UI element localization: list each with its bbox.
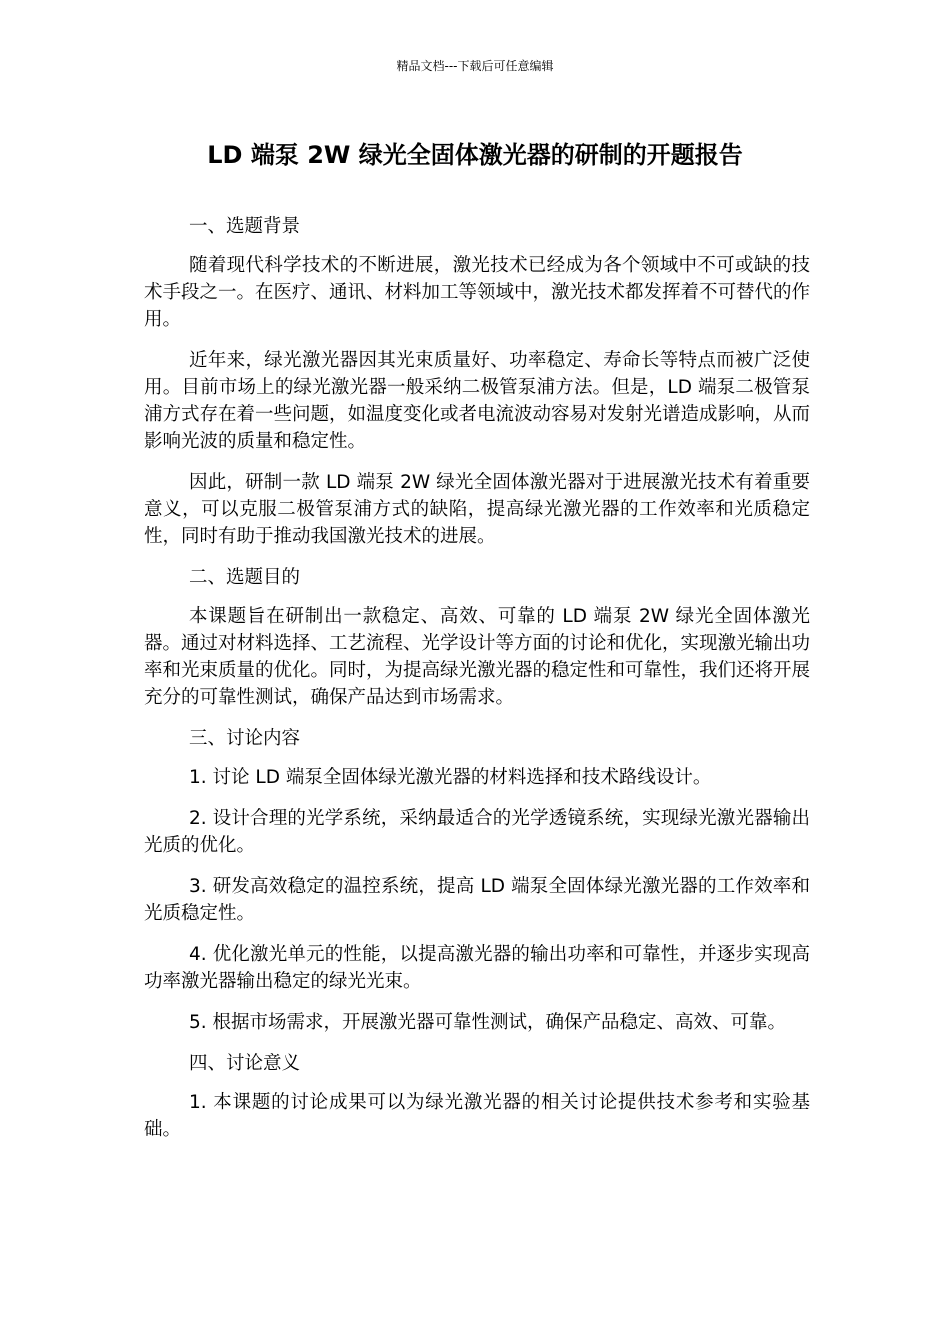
list-item: 5. 根据市场需求，开展激光器可靠性测试，确保产品稳定、高效、可靠。 <box>189 1012 787 1033</box>
section-heading: 一、选题背景 <box>189 216 301 237</box>
list-item: 1. 讨论 LD 端泵全固体绿光激光器的材料选择和技术路线设计。 <box>189 767 712 788</box>
paragraph: 因此，研制一款 LD 端泵 2W 绿光全固体激光器对于进展激光技术有着重要意义，可以克服二极管泵浦方式的缺陷，提高绿光激光器的工作效率和光质稳定性，同时有助于推动我国激光技术的进展。 <box>144 472 810 547</box>
section-heading: 二、选题目的 <box>189 567 301 588</box>
document-title: LD 端泵 2W 绿光全固体激光器的研制的开题报告 <box>207 141 743 169</box>
list-item: 2. 设计合理的光学系统，采纳最适合的光学透镜系统，实现绿光激光器输出光质的优化。 <box>144 808 810 856</box>
list-item: 1. 本课题的讨论成果可以为绿光激光器的相关讨论提供技术参考和实验基础。 <box>144 1092 810 1140</box>
section-purpose <box>144 564 810 711</box>
section-background <box>144 213 810 550</box>
section-heading: 四、讨论意义 <box>189 1053 301 1074</box>
list-item: 4. 优化激光单元的性能，以提高激光器的输出功率和可靠性，并逐步实现高功率激光器输出稳定的绿光光束。 <box>144 944 810 992</box>
paragraph: 本课题旨在研制出一款稳定、高效、可靠的 LD 端泵 2W 绿光全固体激光器。通过对材料选择、工艺流程、光学设计等方面的讨论和优化，实现激光输出功率和光束质量的优化。同时，为提高绿光激光器的稳定性和可靠性，我们还将开展充分的可靠性测试，确保产品达到市场需求。 <box>144 606 811 708</box>
paragraph: 随着现代科学技术的不断进展，激光技术已经成为各个领域中不可或缺的技术手段之一。在医疗、通讯、材料加工等领域中，激光技术都发挥着不可替代的作用。 <box>144 255 811 330</box>
list-item: 3. 研发高效稳定的温控系统，提高 LD 端泵全固体绿光激光器的工作效率和光质稳定性。 <box>144 876 810 924</box>
section-content <box>144 725 810 1036</box>
section-heading: 三、讨论内容 <box>189 728 301 749</box>
document-body <box>144 213 810 1157</box>
header-note: 精品文档---下载后可任意编辑 <box>396 59 554 73</box>
section-significance <box>144 1050 810 1143</box>
paragraph: 近年来，绿光激光器因其光束质量好、功率稳定、寿命长等特点而被广泛使用。目前市场上的绿光激光器一般采纳二极管泵浦方法。但是，LD 端泵二极管泵浦方式存在着一些问题，如温度变化或者电流波动容易对发射光谱造成影响，从而影响光波的质量和稳定性。 <box>144 350 811 452</box>
